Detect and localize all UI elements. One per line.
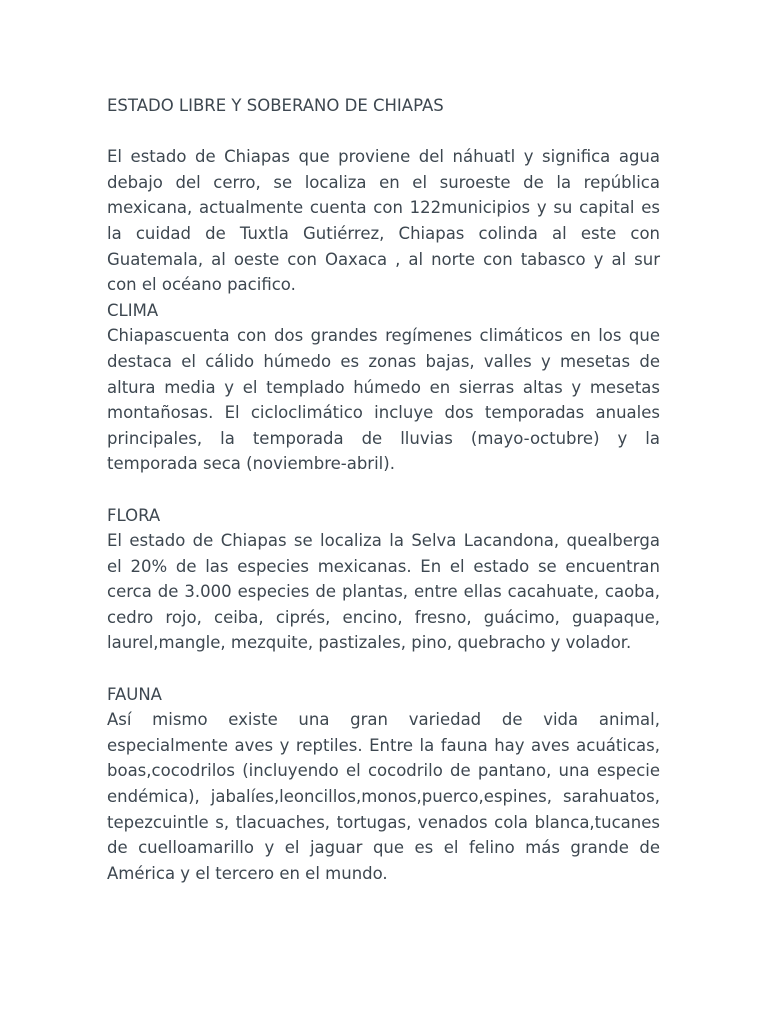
section-fauna xyxy=(107,682,660,887)
section-heading-flora: FLORA xyxy=(107,505,161,525)
section-body-fauna: Así mismo existe una gran variedad de vida animal, especialmente aves y reptiles. Entre la fauna hay aves acuáticas, boas,cocodrilos (incluyendo el cocodrilo de pantano, una especie endémica), jabalíes,leoncillos,monos,puerco,espines, sarahuatos, tepezcuintle s, tlacuaches, tortugas, venados cola blanca,tucanes de cuelloamarillo y el jaguar que es el felino más grande de América y el tercero en el mundo. xyxy=(107,710,660,883)
section-heading-clima: CLIMA xyxy=(107,300,159,320)
section-flora xyxy=(107,503,660,657)
document-page xyxy=(107,93,660,912)
section-clima xyxy=(107,298,660,477)
section-heading-fauna: FAUNA xyxy=(107,684,162,704)
intro-paragraph: El estado de Chiapas que proviene del náhuatl y significa agua debajo del cerro, se localiza en el suroeste de la república mexicana, actualmente cuenta con 122municipios y su capital es la cuidad de Tuxtla Gutiérrez, Chiapas colinda al este con Guatemala, al oeste con Oaxaca , al norte con tabasco y al sur con el océano pacifico. xyxy=(107,147,660,295)
section-body-flora: El estado de Chiapas se localiza la Selva Lacandona, quealberga el 20% de las especies mexicanas. En el estado se encuentran cerca de 3.000 especies de plantas, entre ellas cacahuate, caoba, cedro rojo, ceiba, ciprés, encino, fresno, guácimo, guapaque, laurel,mangle, mezquite, pastizales, pino, quebracho y volador. xyxy=(107,531,660,653)
section-body-clima: Chiapascuenta con dos grandes regímenes climáticos en los que destaca el cálido húmedo es zonas bajas, valles y mesetas de altura media y el templado húmedo en sierras altas y mesetas montañosas. El cicloclimático incluye dos temporadas anuales principales, la temporada de lluvias (mayo-octubre) y la temporada seca (noviembre-abril). xyxy=(107,326,660,474)
document-title: ESTADO LIBRE Y SOBERANO DE CHIAPAS xyxy=(107,96,444,115)
